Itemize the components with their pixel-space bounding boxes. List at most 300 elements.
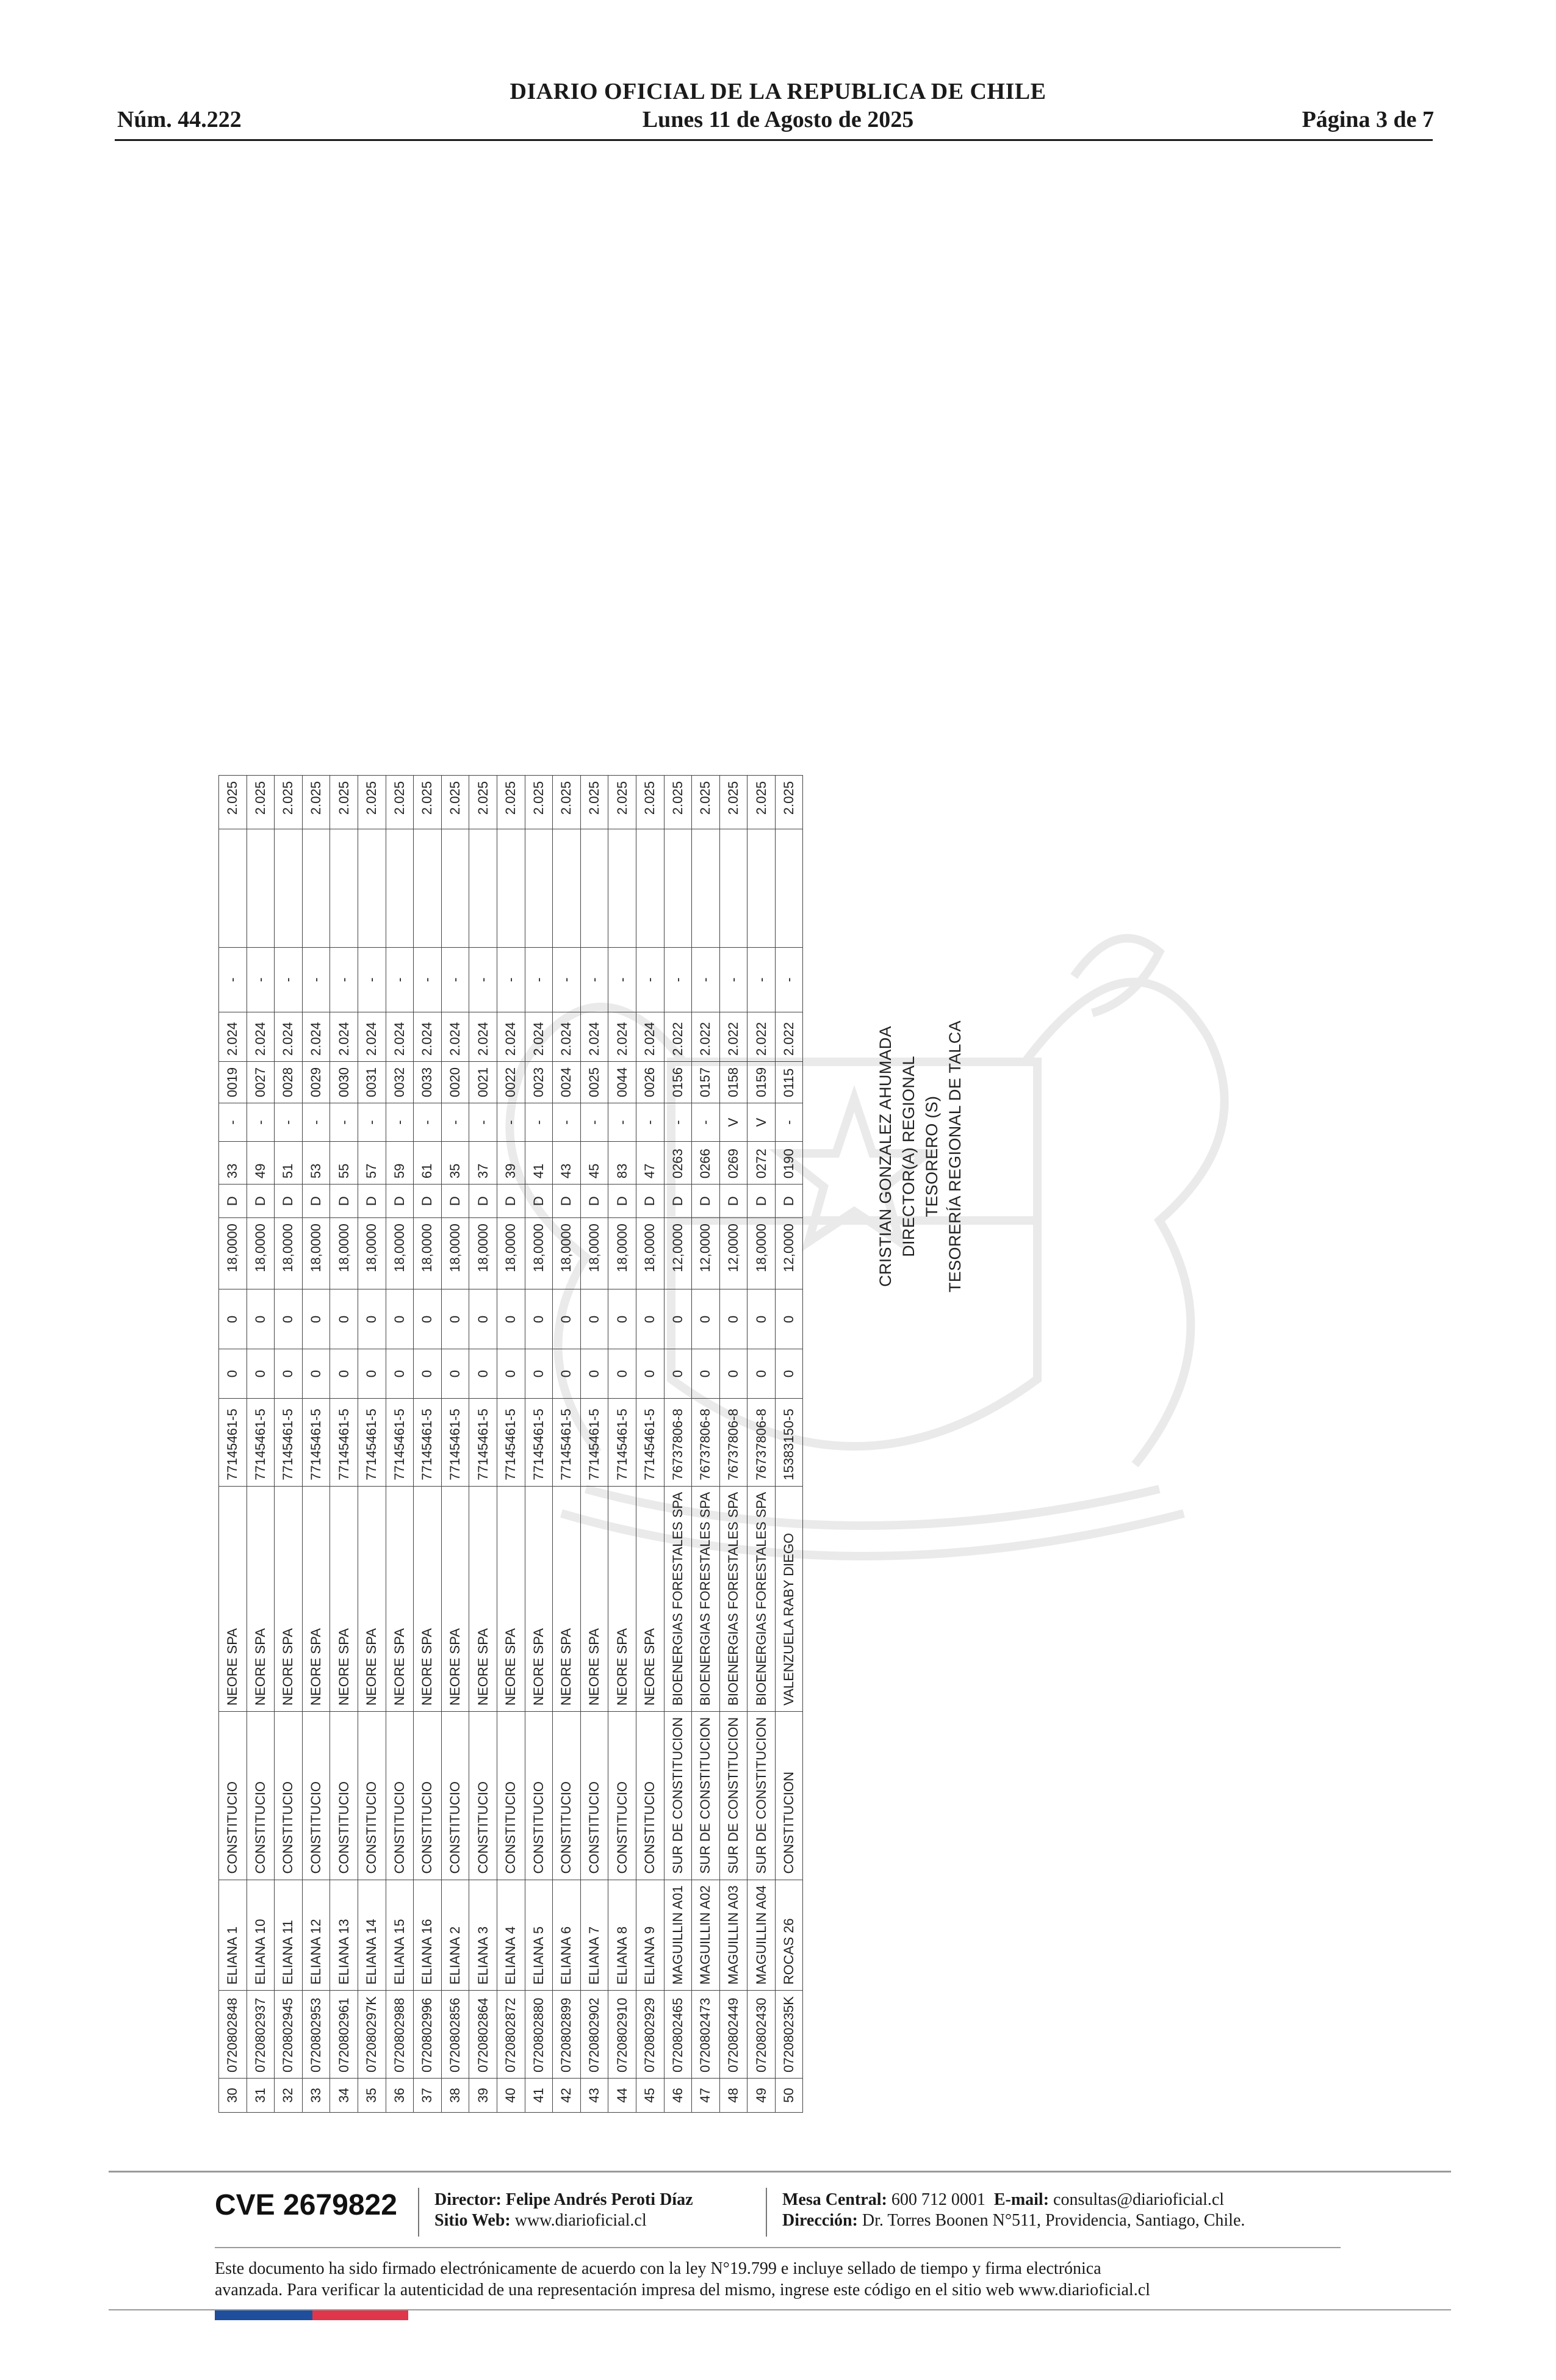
- cell-owner-rut: 77145461-5: [219, 1398, 247, 1486]
- cell-rate: 18,0000: [553, 1218, 581, 1289]
- cell-value-a: 0: [275, 1349, 303, 1399]
- cell-owner-rut: 77145461-5: [358, 1398, 386, 1486]
- cell-rate: 18,0000: [636, 1218, 664, 1289]
- cell-sequence: 0024: [553, 1061, 581, 1103]
- cell-owner-name: NEORE SPA: [275, 1486, 303, 1711]
- cell-owner-rut: 77145461-5: [469, 1398, 497, 1486]
- cell-year-from: 2.022: [664, 1012, 692, 1062]
- cell-value-b: 0: [302, 1289, 330, 1349]
- cell-commune: SUR DE CONSTITUCION: [664, 1711, 692, 1880]
- cell-year-from: 2.024: [469, 1012, 497, 1062]
- cell-type-code: D: [414, 1185, 442, 1218]
- cell-ref-number: 47: [636, 1142, 664, 1185]
- cell-rol-code: 0720802473: [692, 1991, 720, 2079]
- cell-owner-name: NEORE SPA: [358, 1486, 386, 1711]
- cell-owner-rut: 77145461-5: [497, 1398, 525, 1486]
- cell-value-b: 0: [525, 1289, 553, 1349]
- cell-property-name: ELIANA 5: [525, 1880, 553, 1991]
- cell-value-a: 0: [525, 1349, 553, 1399]
- cell-row-number: 37: [414, 2078, 442, 2112]
- cell-commune: CONSTITUCION: [775, 1711, 803, 1880]
- cell-property-name: MAGUILLIN A04: [747, 1880, 776, 1991]
- cell-value-a: 0: [747, 1349, 776, 1399]
- cell-property-name: ELIANA 16: [414, 1880, 442, 1991]
- cell-type-code: D: [358, 1185, 386, 1218]
- cell-year-to: 2.025: [247, 776, 275, 829]
- cell-type-code: D: [469, 1185, 497, 1218]
- cell-rate: 12,0000: [664, 1218, 692, 1289]
- cell-dash: -: [441, 947, 469, 1012]
- cell-year-to: 2.025: [386, 776, 414, 829]
- cell-owner-rut: 76737806-8: [692, 1398, 720, 1486]
- cell-value-b: 0: [247, 1289, 275, 1349]
- cell-flag: -: [636, 1103, 664, 1141]
- cell-dash: -: [719, 947, 747, 1012]
- cell-rol-code: 0720802856: [441, 1991, 469, 2079]
- cell-value-a: 0: [775, 1349, 803, 1399]
- cell-type-code: D: [219, 1185, 247, 1218]
- cell-owner-rut: 15383150-5: [775, 1398, 803, 1486]
- cell-rate: 18,0000: [247, 1218, 275, 1289]
- cell-type-code: D: [330, 1185, 358, 1218]
- cell-year-to: 2.025: [608, 776, 636, 829]
- cell-value-a: 0: [553, 1349, 581, 1399]
- cell-commune: CONSTITUCIO: [636, 1711, 664, 1880]
- flag-stripe-red: [312, 2310, 408, 2320]
- cell-owner-name: NEORE SPA: [608, 1486, 636, 1711]
- cell-type-code: D: [441, 1185, 469, 1218]
- cell-flag: -: [386, 1103, 414, 1141]
- cell-value-b: 0: [719, 1289, 747, 1349]
- cell-dash: -: [330, 947, 358, 1012]
- cell-property-name: MAGUILLIN A03: [719, 1880, 747, 1991]
- notice-line: Este documento ha sido firmado electrónicamente de acuerdo con la ley N°19.799 e incluye sellado de tiempo y firma electrónica: [215, 2259, 1101, 2278]
- cell-rate: 18,0000: [386, 1218, 414, 1289]
- cell-type-code: D: [719, 1185, 747, 1218]
- cell-value-b: 0: [386, 1289, 414, 1349]
- cell-value-b: 0: [497, 1289, 525, 1349]
- property-roll-table: [218, 775, 803, 2113]
- cell-flag: -: [608, 1103, 636, 1141]
- cell-blank: [330, 829, 358, 947]
- signature-block: [874, 1010, 967, 1303]
- cell-property-name: ELIANA 2: [441, 1880, 469, 1991]
- table-row: [747, 776, 776, 2113]
- cell-dash: -: [414, 947, 442, 1012]
- header-divider: [115, 139, 1433, 141]
- cell-blank: [580, 829, 608, 947]
- cell-type-code: D: [664, 1185, 692, 1218]
- cell-year-to: 2.025: [553, 776, 581, 829]
- cell-commune: CONSTITUCIO: [330, 1711, 358, 1880]
- cell-blank: [664, 829, 692, 947]
- cell-ref-number: 0266: [692, 1142, 720, 1185]
- cell-rol-code: 0720802864: [469, 1991, 497, 2079]
- cell-ref-number: 53: [302, 1142, 330, 1185]
- cell-value-b: 0: [775, 1289, 803, 1349]
- table-row: [441, 776, 469, 2113]
- cell-owner-rut: 77145461-5: [302, 1398, 330, 1486]
- cell-owner-rut: 77145461-5: [580, 1398, 608, 1486]
- signer-title: TESORERO (S): [923, 1095, 941, 1217]
- cell-ref-number: 59: [386, 1142, 414, 1185]
- address-label: Dirección:: [782, 2211, 858, 2230]
- table-row: [580, 776, 608, 2113]
- cell-blank: [692, 829, 720, 947]
- table-row: [275, 776, 303, 2113]
- cell-property-name: ELIANA 12: [302, 1880, 330, 1991]
- cell-property-name: ROCAS 26: [775, 1880, 803, 1991]
- address-value: Dr. Torres Boonen N°511, Providencia, Santiago, Chile.: [862, 2211, 1245, 2230]
- table-row: [525, 776, 553, 2113]
- cell-owner-rut: 77145461-5: [386, 1398, 414, 1486]
- cell-rol-code: 0720802465: [664, 1991, 692, 2079]
- table-row: [636, 776, 664, 2113]
- cell-year-from: 2.024: [636, 1012, 664, 1062]
- cell-year-to: 2.025: [219, 776, 247, 829]
- cell-year-from: 2.024: [553, 1012, 581, 1062]
- cell-type-code: D: [302, 1185, 330, 1218]
- cell-row-number: 50: [775, 2078, 803, 2112]
- rotated-table-wrapper: [218, 775, 803, 2113]
- cell-owner-rut: 77145461-5: [553, 1398, 581, 1486]
- cell-rol-code: 0720802872: [497, 1991, 525, 2079]
- cell-ref-number: 0263: [664, 1142, 692, 1185]
- cell-sequence: 0157: [692, 1061, 720, 1103]
- cell-owner-rut: 76737806-8: [664, 1398, 692, 1486]
- footer-contact-block: [782, 2190, 1245, 2231]
- cell-sequence: 0021: [469, 1061, 497, 1103]
- cell-rol-code: 0720802430: [747, 1991, 776, 2079]
- cell-type-code: D: [692, 1185, 720, 1218]
- cell-row-number: 45: [636, 2078, 664, 2112]
- cell-flag: -: [469, 1103, 497, 1141]
- cell-commune: SUR DE CONSTITUCION: [747, 1711, 776, 1880]
- cell-owner-name: NEORE SPA: [386, 1486, 414, 1711]
- cell-commune: CONSTITUCIO: [275, 1711, 303, 1880]
- cell-value-a: 0: [330, 1349, 358, 1399]
- page-indicator: Página 3 de 7: [1302, 107, 1434, 132]
- cell-flag: -: [497, 1103, 525, 1141]
- cell-row-number: 32: [275, 2078, 303, 2112]
- cell-year-from: 2.024: [358, 1012, 386, 1062]
- cell-rate: 18,0000: [525, 1218, 553, 1289]
- cell-row-number: 36: [386, 2078, 414, 2112]
- cell-dash: -: [775, 947, 803, 1012]
- cell-dash: -: [358, 947, 386, 1012]
- cell-year-from: 2.024: [302, 1012, 330, 1062]
- phone-value: 600 712 0001: [891, 2190, 985, 2209]
- cell-flag: -: [664, 1103, 692, 1141]
- cell-rate: 18,0000: [747, 1218, 776, 1289]
- cell-year-to: 2.025: [692, 776, 720, 829]
- cell-owner-rut: 77145461-5: [247, 1398, 275, 1486]
- cell-value-a: 0: [219, 1349, 247, 1399]
- cell-type-code: D: [525, 1185, 553, 1218]
- cell-row-number: 48: [719, 2078, 747, 2112]
- cell-blank: [553, 829, 581, 947]
- cell-blank: [608, 829, 636, 947]
- cell-year-from: 2.024: [580, 1012, 608, 1062]
- cell-blank: [247, 829, 275, 947]
- cell-value-b: 0: [692, 1289, 720, 1349]
- cell-rol-code: 0720802880: [525, 1991, 553, 2079]
- cell-property-name: ELIANA 3: [469, 1880, 497, 1991]
- cell-ref-number: 0190: [775, 1142, 803, 1185]
- cell-flag: -: [525, 1103, 553, 1141]
- cell-value-a: 0: [608, 1349, 636, 1399]
- cell-blank: [469, 829, 497, 947]
- cell-commune: CONSTITUCIO: [386, 1711, 414, 1880]
- cell-property-name: ELIANA 7: [580, 1880, 608, 1991]
- cell-owner-name: NEORE SPA: [330, 1486, 358, 1711]
- cell-rate: 18,0000: [330, 1218, 358, 1289]
- flag-stripe-blue: [215, 2310, 312, 2320]
- cell-value-b: 0: [553, 1289, 581, 1349]
- cell-year-from: 2.024: [414, 1012, 442, 1062]
- director-label: Director:: [434, 2190, 502, 2209]
- publication-date: Lunes 11 de Agosto de 2025: [642, 107, 914, 132]
- cell-commune: CONSTITUCIO: [358, 1711, 386, 1880]
- cell-rol-code: 0720802937: [247, 1991, 275, 2079]
- cell-sequence: 0115: [775, 1061, 803, 1103]
- cell-rate: 18,0000: [469, 1218, 497, 1289]
- cell-owner-rut: 77145461-5: [414, 1398, 442, 1486]
- cell-blank: [275, 829, 303, 947]
- issue-number: Núm. 44.222: [117, 107, 242, 132]
- table-row: [497, 776, 525, 2113]
- electronic-signature-notice: [215, 2258, 1374, 2301]
- cell-type-code: D: [553, 1185, 581, 1218]
- cell-owner-name: NEORE SPA: [553, 1486, 581, 1711]
- cell-year-from: 2.022: [692, 1012, 720, 1062]
- cell-ref-number: 0269: [719, 1142, 747, 1185]
- cell-owner-name: NEORE SPA: [219, 1486, 247, 1711]
- cell-owner-name: VALENZUELA RABY DIEGO: [775, 1486, 803, 1711]
- cell-owner-name: NEORE SPA: [441, 1486, 469, 1711]
- cell-rol-code: 0720802945: [275, 1991, 303, 2079]
- cell-year-to: 2.025: [414, 776, 442, 829]
- email-link[interactable]: consultas@diarioficial.cl: [1053, 2190, 1225, 2209]
- cell-dash: -: [497, 947, 525, 1012]
- cell-value-b: 0: [664, 1289, 692, 1349]
- cell-row-number: 41: [525, 2078, 553, 2112]
- cell-rate: 18,0000: [441, 1218, 469, 1289]
- cell-ref-number: 51: [275, 1142, 303, 1185]
- table-row: [302, 776, 330, 2113]
- cell-flag: -: [219, 1103, 247, 1141]
- cell-sequence: 0027: [247, 1061, 275, 1103]
- cell-ref-number: 43: [553, 1142, 581, 1185]
- cell-commune: CONSTITUCIO: [469, 1711, 497, 1880]
- cell-blank: [219, 829, 247, 947]
- cell-value-a: 0: [664, 1349, 692, 1399]
- footer-divider-top: [109, 2171, 1451, 2173]
- cell-sequence: 0031: [358, 1061, 386, 1103]
- table-row: [358, 776, 386, 2113]
- cell-commune: CONSTITUCIO: [525, 1711, 553, 1880]
- cell-commune: CONSTITUCIO: [608, 1711, 636, 1880]
- cell-row-number: 34: [330, 2078, 358, 2112]
- signer-role: DIRECTOR(A) REGIONAL: [899, 1056, 918, 1257]
- notice-line: avanzada. Para verificar la autenticidad de una representación impresa del mismo, ingrese este código en el sitio web www.diarioficial.cl: [215, 2281, 1150, 2299]
- cell-year-from: 2.022: [775, 1012, 803, 1062]
- cell-property-name: ELIANA 14: [358, 1880, 386, 1991]
- cell-blank: [414, 829, 442, 947]
- cell-year-to: 2.025: [664, 776, 692, 829]
- cell-blank: [386, 829, 414, 947]
- cell-type-code: D: [386, 1185, 414, 1218]
- cell-value-a: 0: [497, 1349, 525, 1399]
- cell-sequence: 0032: [386, 1061, 414, 1103]
- cell-blank: [525, 829, 553, 947]
- cell-sequence: 0044: [608, 1061, 636, 1103]
- cell-owner-name: NEORE SPA: [247, 1486, 275, 1711]
- cell-commune: SUR DE CONSTITUCION: [719, 1711, 747, 1880]
- cell-rate: 12,0000: [719, 1218, 747, 1289]
- cell-owner-name: NEORE SPA: [414, 1486, 442, 1711]
- website-link[interactable]: www.diarioficial.cl: [514, 2211, 647, 2230]
- cell-type-code: D: [636, 1185, 664, 1218]
- cell-ref-number: 41: [525, 1142, 553, 1185]
- footer-separator: [766, 2188, 767, 2237]
- cell-ref-number: 0272: [747, 1142, 776, 1185]
- cell-year-to: 2.025: [275, 776, 303, 829]
- cell-owner-name: NEORE SPA: [580, 1486, 608, 1711]
- cell-year-to: 2.025: [497, 776, 525, 829]
- cell-value-a: 0: [719, 1349, 747, 1399]
- cell-flag: -: [302, 1103, 330, 1141]
- cell-value-a: 0: [636, 1349, 664, 1399]
- cell-rol-code: 072080235K: [775, 1991, 803, 2079]
- cell-value-a: 0: [414, 1349, 442, 1399]
- cell-type-code: D: [497, 1185, 525, 1218]
- cell-commune: CONSTITUCIO: [414, 1711, 442, 1880]
- cell-year-from: 2.024: [219, 1012, 247, 1062]
- cell-value-a: 0: [302, 1349, 330, 1399]
- table-row: [247, 776, 275, 2113]
- cell-rol-code: 0720802899: [553, 1991, 581, 2079]
- cell-rate: 18,0000: [497, 1218, 525, 1289]
- cell-rol-code: 0720802848: [219, 1991, 247, 2079]
- table-row: [469, 776, 497, 2113]
- cell-dash: -: [747, 947, 776, 1012]
- cell-dash: -: [525, 947, 553, 1012]
- cell-ref-number: 55: [330, 1142, 358, 1185]
- cell-row-number: 42: [553, 2078, 581, 2112]
- cell-dash: -: [469, 947, 497, 1012]
- cell-rol-code: 0720802929: [636, 1991, 664, 2079]
- cell-rate: 18,0000: [414, 1218, 442, 1289]
- cell-blank: [302, 829, 330, 947]
- cell-year-to: 2.025: [441, 776, 469, 829]
- cell-year-to: 2.025: [775, 776, 803, 829]
- cell-type-code: D: [247, 1185, 275, 1218]
- cell-year-to: 2.025: [525, 776, 553, 829]
- footer-divider-mid: [215, 2247, 1341, 2248]
- cell-rate: 18,0000: [219, 1218, 247, 1289]
- cell-commune: CONSTITUCIO: [497, 1711, 525, 1880]
- cell-rol-code: 0720802902: [580, 1991, 608, 2079]
- cell-dash: -: [302, 947, 330, 1012]
- cell-rate: 18,0000: [302, 1218, 330, 1289]
- cell-value-b: 0: [358, 1289, 386, 1349]
- cell-flag: -: [414, 1103, 442, 1141]
- cell-sequence: 0019: [219, 1061, 247, 1103]
- cell-type-code: D: [275, 1185, 303, 1218]
- cell-blank: [441, 829, 469, 947]
- table-row: [775, 776, 803, 2113]
- cell-row-number: 49: [747, 2078, 776, 2112]
- cell-value-b: 0: [469, 1289, 497, 1349]
- cell-value-a: 0: [386, 1349, 414, 1399]
- cell-blank: [636, 829, 664, 947]
- cell-owner-rut: 76737806-8: [747, 1398, 776, 1486]
- cell-flag: V: [747, 1103, 776, 1141]
- cell-row-number: 46: [664, 2078, 692, 2112]
- cell-property-name: ELIANA 1: [219, 1880, 247, 1991]
- cell-rol-code: 0720802910: [608, 1991, 636, 2079]
- cell-row-number: 35: [358, 2078, 386, 2112]
- cell-row-number: 38: [441, 2078, 469, 2112]
- cell-sequence: 0028: [275, 1061, 303, 1103]
- cell-ref-number: 83: [608, 1142, 636, 1185]
- footer-separator: [418, 2188, 419, 2237]
- cell-value-b: 0: [275, 1289, 303, 1349]
- cell-ref-number: 37: [469, 1142, 497, 1185]
- table-body: [219, 776, 803, 2113]
- cell-rol-code: 0720802449: [719, 1991, 747, 2079]
- cell-rate: 18,0000: [358, 1218, 386, 1289]
- cell-owner-rut: 77145461-5: [275, 1398, 303, 1486]
- website-label: Sitio Web:: [434, 2211, 511, 2230]
- cell-property-name: ELIANA 11: [275, 1880, 303, 1991]
- cell-property-name: ELIANA 15: [386, 1880, 414, 1991]
- cell-owner-name: NEORE SPA: [636, 1486, 664, 1711]
- cell-blank: [497, 829, 525, 947]
- cell-property-name: ELIANA 8: [608, 1880, 636, 1991]
- cell-year-from: 2.022: [719, 1012, 747, 1062]
- cell-flag: -: [580, 1103, 608, 1141]
- cell-blank: [775, 829, 803, 947]
- cell-sequence: 0029: [302, 1061, 330, 1103]
- cell-owner-name: BIOENERGIAS FORESTALES SPA: [747, 1486, 776, 1711]
- cell-owner-name: BIOENERGIAS FORESTALES SPA: [664, 1486, 692, 1711]
- cell-property-name: MAGUILLIN A01: [664, 1880, 692, 1991]
- table-row: [553, 776, 581, 2113]
- cell-dash: -: [692, 947, 720, 1012]
- cell-year-from: 2.024: [441, 1012, 469, 1062]
- cell-flag: -: [441, 1103, 469, 1141]
- cell-sequence: 0023: [525, 1061, 553, 1103]
- cell-commune: CONSTITUCIO: [441, 1711, 469, 1880]
- cell-dash: -: [580, 947, 608, 1012]
- cell-rate: 18,0000: [580, 1218, 608, 1289]
- cell-row-number: 44: [608, 2078, 636, 2112]
- signature-wrapper: [874, 1010, 967, 1303]
- cell-row-number: 31: [247, 2078, 275, 2112]
- table-row: [386, 776, 414, 2113]
- cell-commune: CONSTITUCIO: [302, 1711, 330, 1880]
- cell-commune: CONSTITUCIO: [219, 1711, 247, 1880]
- cell-sequence: 0020: [441, 1061, 469, 1103]
- cell-year-from: 2.024: [497, 1012, 525, 1062]
- cell-value-a: 0: [469, 1349, 497, 1399]
- cell-dash: -: [247, 947, 275, 1012]
- table-row: [719, 776, 747, 2113]
- cell-value-b: 0: [330, 1289, 358, 1349]
- cell-row-number: 47: [692, 2078, 720, 2112]
